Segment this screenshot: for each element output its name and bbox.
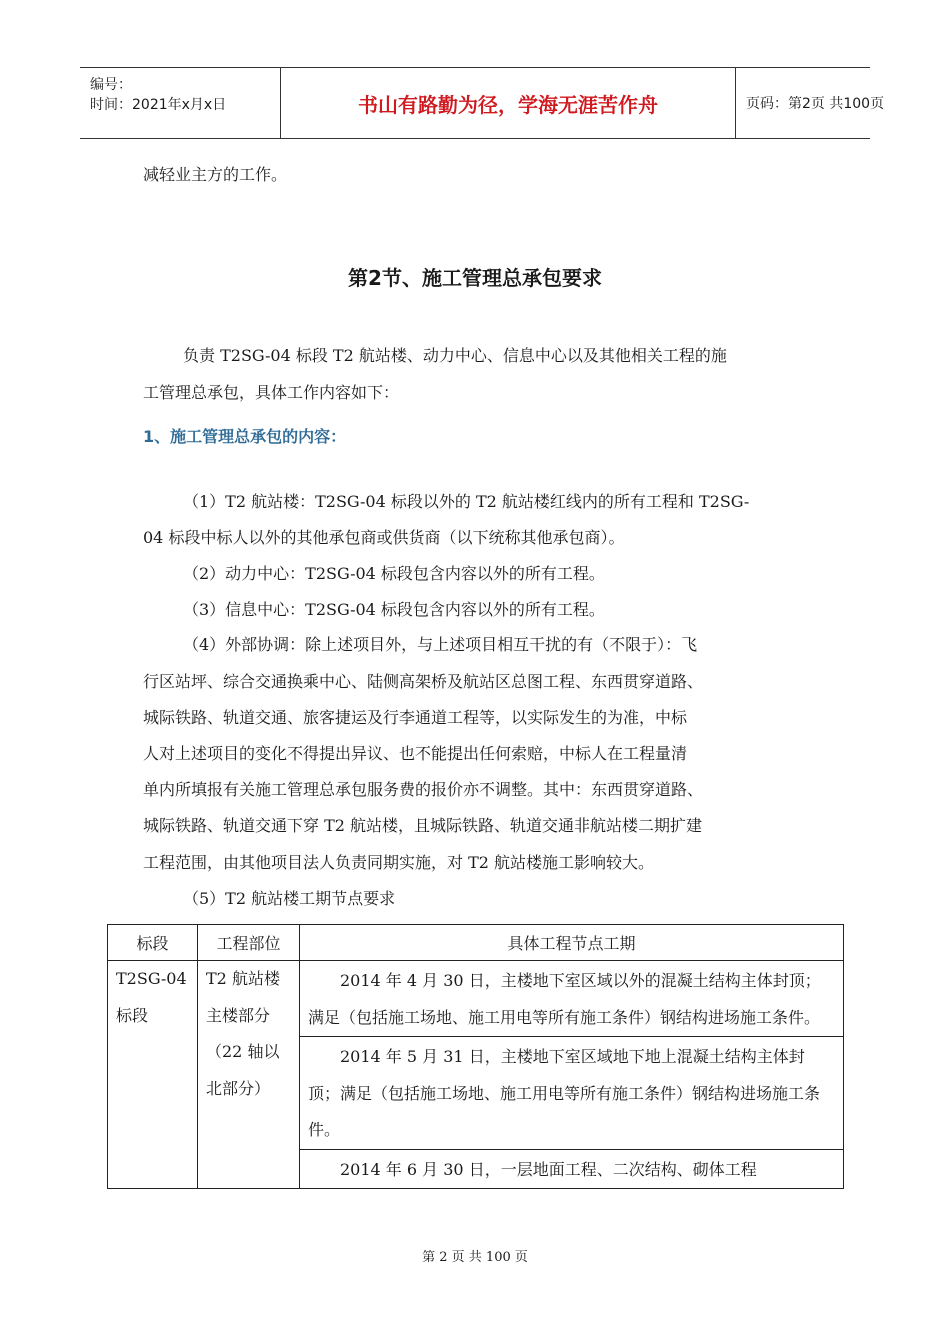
item-3: （3）信息中心：T2SG-04 标段包含内容以外的所有工程。 xyxy=(183,600,605,619)
item-4-line: 城际铁路、轨道交通下穿 T2 航站楼，且城际铁路、轨道交通非航站楼二期扩建 xyxy=(143,816,703,835)
paragraph-1-line-1: 负责 T2SG-04 标段 T2 航站楼、动力中心、信息中心以及其他相关工程的施 xyxy=(183,346,727,365)
table-header-cell: 工程部位 xyxy=(198,925,300,961)
item-4-line: 城际铁路、轨道交通、旅客捷运及行李通道工程等，以实际发生的为准，中标 xyxy=(143,708,688,727)
item-4-line: 单内所填报有关施工管理总承包服务费的报价亦不调整。其中：东西贯穿道路、 xyxy=(143,780,704,799)
table-header-row xyxy=(108,925,844,961)
item-5: （5）T2 航站楼工期节点要求 xyxy=(183,889,396,908)
header-info-cell xyxy=(80,68,281,138)
item-1-line-1: （1）T2 航站楼：T2SG-04 标段以外的 T2 航站楼红线内的所有工程和 T2SG- xyxy=(183,492,750,511)
nodes-cell xyxy=(300,961,844,1189)
page-footer: 第 2 页 共 100 页 xyxy=(422,1250,528,1265)
schedule-table xyxy=(107,924,844,1189)
page-header xyxy=(80,67,885,139)
table-row xyxy=(108,961,844,1189)
table-header-cell: 标段 xyxy=(108,925,198,961)
part-cell: T2 航站楼主楼部分（22 轴以北部分） xyxy=(198,961,300,1189)
item-4-line: 人对上述项目的变化不得提出异议、也不能提出任何索赔，中标人在工程量清 xyxy=(143,744,688,763)
intro-tail-text: 减轻业主方的工作。 xyxy=(143,165,288,184)
item-1-line-2: 04 标段中标人以外的其他承包商或供货商（以下统称其他承包商）。 xyxy=(143,528,625,547)
header-motto: 书山有路勤为径，学海无涯苦作舟 xyxy=(281,68,736,138)
table-header-cell: 具体工程节点工期 xyxy=(300,925,844,961)
item-4-line: （4）外部协调：除上述项目外，与上述项目相互干扰的有（不限于）：飞 xyxy=(183,635,698,654)
subsection-title: 1、施工管理总承包的内容： xyxy=(143,427,347,446)
header-page-label: 页码：第2页 共100页 xyxy=(746,96,885,112)
section-cell: T2SG-04 标段 xyxy=(108,961,198,1189)
schedule-node: 2014 年 5 月 31 日，主楼地下室区域地下地上混凝土结构主体封顶；满足（包括施工场地、施工用电等所有施工条件）钢结构进场施工条件。 xyxy=(300,1037,843,1150)
item-4-line: 工程范围，由其他项目法人负责同期实施，对 T2 航站楼施工影响较大。 xyxy=(143,853,655,872)
section-title: 第2节、施工管理总承包要求 xyxy=(348,266,602,290)
header-number-label: 编号： xyxy=(90,77,132,93)
schedule-node: 2014 年 6 月 30 日，一层地面工程、二次结构、砌体工程 xyxy=(340,1159,757,1179)
header-date-label: 时间：2021年x月x日 xyxy=(90,97,227,113)
paragraph-1-line-2: 工管理总承包，具体工作内容如下： xyxy=(143,383,400,402)
schedule-node: 2014 年 4 月 30 日，主楼地下室区域以外的混凝土结构主体封顶；满足（包括施工场地、施工用电等所有施工条件）钢结构进场施工条件。 xyxy=(300,961,843,1037)
item-4-line: 行区站坪、综合交通换乘中心、陆侧高架桥及航站区总图工程、东西贯穿道路、 xyxy=(143,672,704,691)
item-2: （2）动力中心：T2SG-04 标段包含内容以外的所有工程。 xyxy=(183,564,605,583)
